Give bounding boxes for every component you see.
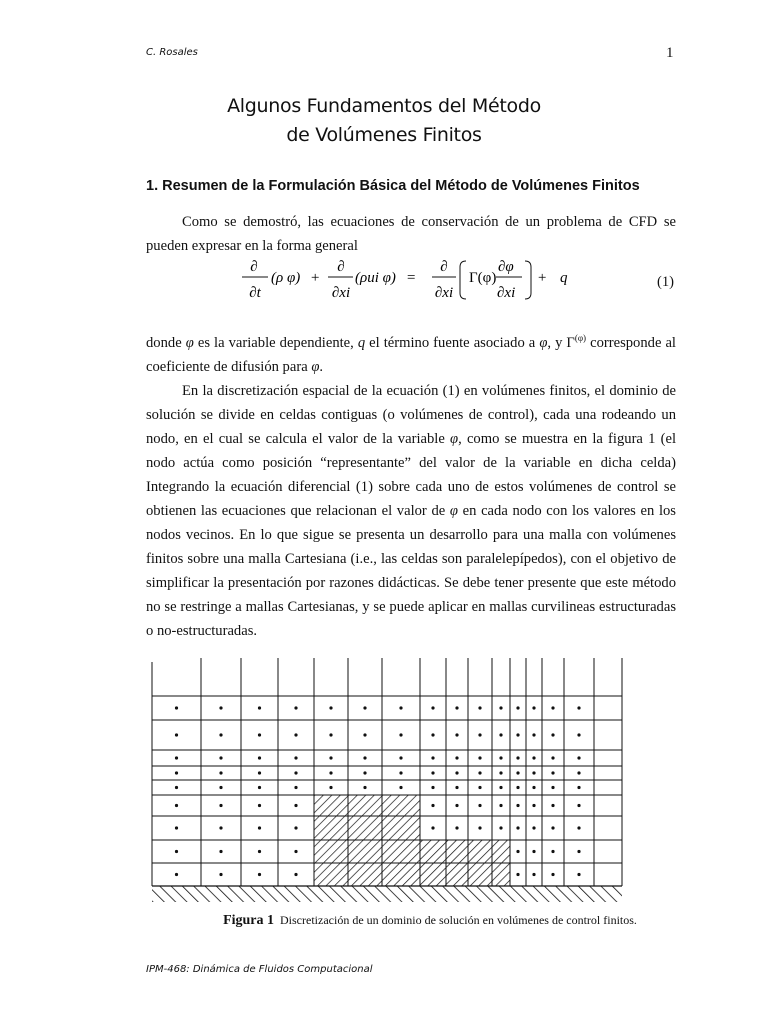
mesh-node (329, 786, 332, 789)
mesh-node (219, 771, 222, 774)
mesh-node (551, 771, 554, 774)
mesh-node (329, 756, 332, 759)
donde-text-e: corresponde al coeficiente de difusión para (146, 334, 676, 375)
mesh-node (219, 706, 222, 709)
eq-source: q (560, 270, 568, 286)
donde-text-a: donde (146, 334, 186, 351)
mesh-node (431, 756, 434, 759)
eq-dxi-2: ∂xi (434, 285, 454, 301)
mesh-node (499, 706, 502, 709)
donde-paragraph (146, 326, 676, 643)
disc-text-a: En la discretización espacial de la ecuación (1) en volúmenes finitos, el dominio de solución se divide en celdas contiguas (o volúmenes de control), cada una rodeando un nodo, en el cual se calcula el valor de la variable (146, 382, 676, 447)
mesh-node (516, 826, 519, 829)
mesh-node (532, 873, 535, 876)
mesh-node (258, 771, 261, 774)
mesh-node (258, 733, 261, 736)
title-line-2: de Volúmenes Finitos (286, 124, 482, 146)
phi-symbol: φ (539, 334, 548, 351)
eq-gamma: Γ(φ) (469, 270, 497, 286)
section-heading: 1. Resumen de la Formulación Básica del Método de Volúmenes Finitos (146, 178, 640, 194)
mesh-node (175, 850, 178, 853)
mesh-node (175, 771, 178, 774)
mesh-node (399, 786, 402, 789)
mesh-node (551, 873, 554, 876)
obstacle-block-lower (420, 840, 510, 886)
page-number: 1 (666, 45, 674, 61)
mesh-node (363, 756, 366, 759)
mesh-node (516, 804, 519, 807)
eq-term2: (ρui φ) (355, 270, 396, 286)
mesh-node (551, 850, 554, 853)
mesh-node (455, 771, 458, 774)
mesh-node (478, 733, 481, 736)
eq-plus-1: + (310, 270, 321, 286)
mesh-node (499, 804, 502, 807)
eq-partial-3: ∂ (440, 259, 448, 275)
mesh-node (399, 733, 402, 736)
eq-partial-1: ∂ (250, 259, 258, 275)
mesh-node (329, 771, 332, 774)
mesh-node (455, 786, 458, 789)
mesh-node (455, 756, 458, 759)
mesh-node (329, 706, 332, 709)
mesh-node (577, 826, 580, 829)
mesh-node (219, 873, 222, 876)
mesh-node (294, 873, 297, 876)
mesh-node (532, 706, 535, 709)
ground-boundary (152, 886, 622, 902)
mesh-node (363, 771, 366, 774)
mesh-node (294, 706, 297, 709)
donde-text-f: . (319, 358, 324, 375)
disc-text-b: , como se muestra en la figura 1 (el nodo actúa como posición “representante” del valor de la variable en dicha celda) Integrando la ecuación diferencial (1) sobre cada uno de estos volúmenes de control se obtienen las ecuaciones que relacionan el valor de (146, 430, 677, 519)
disc-text-c: en cada nodo con los valores en los nodos vecinos. En lo que sigue se presenta un desarrollo para una malla con volúmenes finitos sobre una malla Cartesiana (i.e., las celdas son paralelepípedos), con el objetivo de simplificar la presentación por razones didácticas. Se debe tener presente que este método no se restringe a mallas Cartesianas, y se puede aplicar en mallas curvilineas estructuradas o no-estructuradas. (146, 502, 676, 639)
eq-equals: = (406, 270, 417, 286)
mesh-node (219, 733, 222, 736)
mesh-node (363, 733, 366, 736)
mesh-node (294, 756, 297, 759)
footer-text: IPM-468: Dinámica de Fluidos Computacional (146, 964, 373, 975)
page-title (0, 92, 768, 150)
figure-label: Figura 1 (223, 913, 275, 928)
gamma-superscript: (φ) (574, 333, 587, 343)
mesh-node (532, 756, 535, 759)
mesh-node (532, 771, 535, 774)
eq-dxi-3: ∂xi (497, 285, 516, 301)
donde-text-b: es la variable dependiente, (193, 334, 358, 351)
mesh-node (399, 706, 402, 709)
mesh-node (219, 786, 222, 789)
eq-term1: (ρ φ) (271, 270, 301, 286)
mesh-node (219, 826, 222, 829)
phi-symbol: φ (449, 502, 458, 519)
mesh-node (516, 771, 519, 774)
equation-number: (1) (657, 274, 675, 290)
mesh-node (175, 804, 178, 807)
mesh-node (577, 850, 580, 853)
mesh-node (499, 826, 502, 829)
mesh-node (431, 706, 434, 709)
phi-symbol: φ (311, 358, 320, 375)
mesh-node (431, 804, 434, 807)
mesh-node (219, 756, 222, 759)
mesh-node (258, 826, 261, 829)
mesh-node (399, 771, 402, 774)
eq-dphi: ∂φ (498, 259, 514, 275)
mesh-node (431, 786, 434, 789)
mesh-node (258, 804, 261, 807)
mesh-node (219, 850, 222, 853)
eq-partial-2: ∂ (337, 259, 345, 275)
mesh-node (294, 786, 297, 789)
mesh-node (258, 756, 261, 759)
mesh-node (431, 733, 434, 736)
conservation-equation (240, 257, 680, 307)
mesh-node (363, 786, 366, 789)
mesh-node (516, 850, 519, 853)
mesh-node (532, 733, 535, 736)
mesh-node (499, 756, 502, 759)
eq-dt: ∂t (249, 285, 261, 301)
mesh-node (551, 826, 554, 829)
mesh-node (258, 873, 261, 876)
mesh-node (478, 786, 481, 789)
mesh-node (363, 706, 366, 709)
mesh-node (532, 804, 535, 807)
gamma-symbol: Γ (566, 334, 575, 351)
mesh-node (551, 706, 554, 709)
mesh-node (175, 786, 178, 789)
mesh-node (258, 706, 261, 709)
mesh-node (219, 804, 222, 807)
mesh-node (455, 804, 458, 807)
mesh-node (478, 706, 481, 709)
mesh-node (551, 756, 554, 759)
mesh-node (516, 706, 519, 709)
eq-plus-2: + (537, 270, 548, 286)
mesh-node (175, 873, 178, 876)
mesh-node (516, 733, 519, 736)
title-line-1: Algunos Fundamentos del Método (227, 95, 541, 117)
donde-text-c: el término fuente asociado a (365, 334, 540, 351)
eq-dxi-1: ∂xi (331, 285, 351, 301)
mesh-node (294, 850, 297, 853)
mesh-node (499, 771, 502, 774)
mesh-node (577, 804, 580, 807)
mesh-node (551, 804, 554, 807)
q-symbol: q (357, 334, 366, 351)
mesh-node (577, 771, 580, 774)
mesh-node (455, 706, 458, 709)
mesh-node (175, 756, 178, 759)
mesh-node (478, 826, 481, 829)
intro-text: Como se demostró, las ecuaciones de conservación de un problema de CFD se pueden expresar en la forma general (146, 214, 676, 254)
mesh-node (399, 756, 402, 759)
mesh-node (499, 733, 502, 736)
mesh-node (431, 771, 434, 774)
mesh-node (258, 786, 261, 789)
mesh-node (258, 850, 261, 853)
intro-paragraph (146, 210, 676, 258)
mesh-node (175, 733, 178, 736)
mesh-node (478, 804, 481, 807)
mesh-node (551, 733, 554, 736)
mesh-node (516, 873, 519, 876)
mesh-node (577, 706, 580, 709)
figure-mesh (146, 658, 676, 908)
figure-caption (0, 913, 768, 929)
mesh-node (478, 756, 481, 759)
mesh-node (294, 771, 297, 774)
mesh-node (532, 786, 535, 789)
figure-caption-text: Discretización de un dominio de solución en volúmenes de control finitos. (280, 913, 637, 927)
phi-symbol: φ (450, 430, 459, 447)
mesh-node (577, 733, 580, 736)
mesh-node (499, 786, 502, 789)
mesh-node (329, 733, 332, 736)
running-header-author: C. Rosales (146, 47, 198, 58)
obstacle-block-upper (314, 795, 420, 886)
donde-text-d: , y (547, 334, 567, 351)
mesh-node (577, 786, 580, 789)
mesh-node (577, 756, 580, 759)
mesh-node (294, 826, 297, 829)
mesh-node (551, 786, 554, 789)
mesh-node (455, 733, 458, 736)
mesh-node (294, 733, 297, 736)
mesh-node (516, 756, 519, 759)
mesh-node (175, 826, 178, 829)
phi-symbol: φ (185, 334, 194, 351)
discretization-paragraph (146, 379, 676, 643)
mesh-node (455, 826, 458, 829)
mesh-node (577, 873, 580, 876)
mesh-node (175, 706, 178, 709)
mesh-node (431, 826, 434, 829)
mesh-node (516, 786, 519, 789)
mesh-node (294, 804, 297, 807)
mesh-node (532, 850, 535, 853)
mesh-node (532, 826, 535, 829)
mesh-node (478, 771, 481, 774)
